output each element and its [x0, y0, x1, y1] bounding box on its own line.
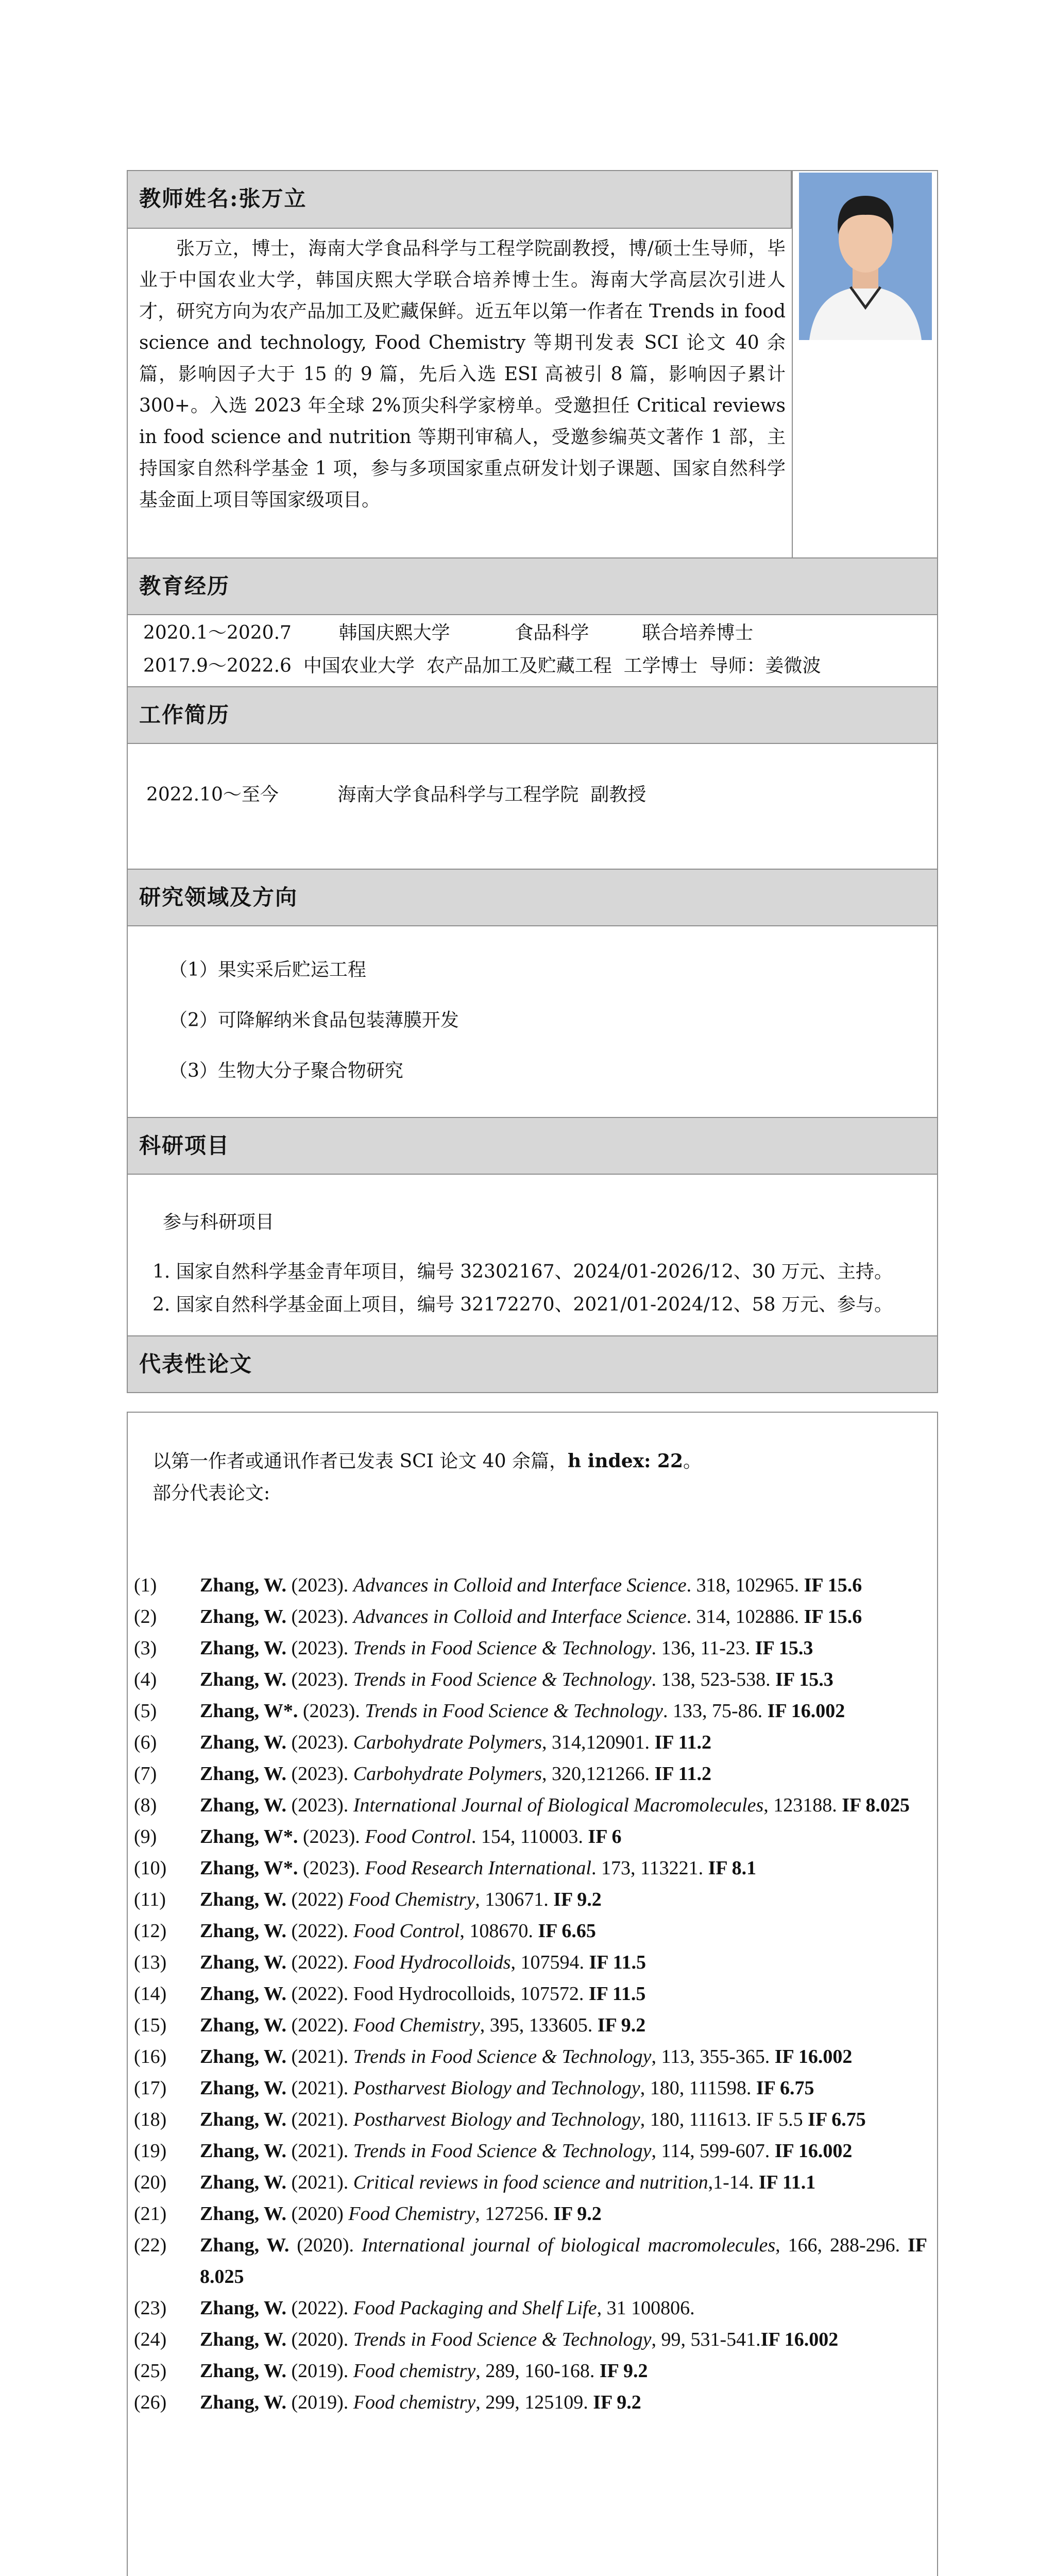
paper-year: (2023).	[286, 1794, 353, 1816]
profile-box-top	[127, 170, 938, 1393]
paper-item	[134, 2010, 927, 2041]
paper-journal: Food Control	[365, 1826, 471, 1848]
paper-journal: International journal of biological macromolecules	[361, 2234, 776, 2256]
paper-item	[134, 1727, 927, 1758]
paper-year: (2020)	[286, 2203, 349, 2225]
paper-ref: . 136, 11-23.	[651, 1637, 755, 1659]
paper-item	[134, 1633, 927, 1664]
paper-year: (2020).	[286, 2329, 353, 2350]
paper-year: (2023).	[286, 1606, 353, 1628]
paper-year: (2020).	[289, 2234, 362, 2256]
papers-header: 代表性论文	[128, 1335, 937, 1393]
paper-year: (2023).	[298, 1700, 365, 1722]
photo-column-divider	[792, 171, 793, 557]
paper-year: (2023).	[286, 1763, 353, 1785]
paper-impact-factor: IF 8.025	[200, 2234, 932, 2287]
paper-item	[134, 1601, 927, 1633]
paper-year: (2022).	[286, 1920, 353, 1942]
paper-item	[134, 1916, 927, 1947]
paper-item	[134, 1696, 927, 1727]
paper-number: (7)	[134, 1763, 157, 1785]
paper-ref: . 314, 102886.	[686, 1606, 804, 1628]
paper-impact-factor: IF 9.2	[553, 2203, 602, 2225]
paper-author: Zhang, W.	[200, 1920, 286, 1942]
paper-journal: Critical reviews in food science and nutrition	[353, 2172, 708, 2193]
research-item: （1）果实采后贮运工程	[169, 959, 366, 980]
h-index: h index: 22	[568, 1450, 684, 1472]
paper-ref: . 173, 113221.	[591, 1857, 708, 1879]
paper-author: Zhang, W*.	[200, 1826, 298, 1848]
teacher-bio: 张万立，博士，海南大学食品科学与工程学院副教授，博/硕士生导师，毕业于中国农业大学，韩国庆熙大学联合培养博士生。海南大学高层次引进人才，研究方向为农产品加工及贮藏保鲜。近五年以第一作者在 Trends in food science and technology, Food Chemistry 等期刊发表 SCI 论文 40 余篇，影响因子大于 15 的 9 篇，先后入选 ESI 高被引 8 篇，影响因子累计 300+。入选 2023 年全球 2%顶尖科学家榜单。受邀担任 Critical reviews in food science and nutrition 等期刊审稿人，受邀参编英文著作 1 部，主持国家自然科学基金 1 项，参与多项国家重点研发计划子课题、国家自然科学基金面上项目等国家级项目。	[139, 238, 786, 511]
paper-impact-factor: IF 16.002	[774, 2046, 853, 2067]
paper-author: Zhang, W.	[200, 1889, 286, 1910]
paper-impact-factor: IF 16.002	[767, 1700, 845, 1722]
paper-ref: , 99, 531-541.	[651, 2329, 761, 2350]
paper-number: (15)	[134, 2014, 167, 2036]
paper-year: (2023).	[286, 1669, 353, 1690]
paper-journal: Carbohydrate Polymers	[353, 1732, 542, 1753]
paper-author: Zhang, W.	[200, 2077, 286, 2099]
paper-impact-factor: IF 11.2	[654, 1732, 711, 1753]
paper-item	[134, 2073, 927, 2104]
paper-ref: ,1-14.	[708, 2172, 759, 2193]
paper-ref: , 123188.	[763, 1794, 842, 1816]
paper-number: (20)	[134, 2172, 167, 2193]
paper-number: (5)	[134, 1700, 157, 1722]
education-row: 2017.9～2022.6 中国农业大学 农产品加工及贮藏工程 工学博士 导师：姜微波	[143, 655, 821, 676]
paper-ref: . 318, 102965.	[686, 1574, 804, 1596]
paper-impact-factor: IF 15.3	[755, 1637, 813, 1659]
paper-number: (18)	[134, 2109, 167, 2130]
paper-impact-factor: IF 6.65	[538, 1920, 596, 1942]
paper-impact-factor: IF 15.6	[804, 1574, 862, 1596]
paper-item	[134, 2324, 927, 2355]
paper-journal: Food Chemistry	[348, 1889, 475, 1910]
paper-author: Zhang, W.	[200, 2297, 286, 2319]
paper-impact-factor: IF 9.2	[593, 2392, 641, 2413]
teacher-photo	[799, 173, 932, 340]
paper-number: (21)	[134, 2203, 167, 2225]
paper-item	[134, 1821, 927, 1853]
paper-ref: , 395, 133605.	[480, 2014, 598, 2036]
paper-author: Zhang, W.	[200, 1669, 286, 1690]
paper-number: (1)	[134, 1574, 157, 1596]
paper-year: (2022)	[286, 1889, 349, 1910]
paper-ref: , 314,120901.	[542, 1732, 655, 1753]
paper-ref: , 107594.	[511, 1952, 589, 1973]
paper-impact-factor: IF 6	[588, 1826, 622, 1848]
paper-author: Zhang, W.	[200, 1637, 286, 1659]
paper-ref: , 166, 288-296.	[775, 2234, 908, 2256]
paper-author: Zhang, W.	[200, 2329, 286, 2350]
paper-ref: , 31 100806.	[597, 2297, 695, 2319]
paper-journal: Food Research International	[365, 1857, 591, 1879]
paper-journal: Food Chemistry	[353, 2014, 480, 2036]
paper-impact-factor: IF 9.2	[597, 2014, 646, 2036]
projects-intro: 参与科研项目	[163, 1212, 275, 1233]
paper-number: (14)	[134, 1983, 167, 2005]
paper-journal: Food Control	[353, 1920, 460, 1942]
work-rows	[146, 779, 919, 810]
research-header: 研究领域及方向	[128, 869, 937, 926]
paper-journal: Food chemistry	[353, 2360, 476, 2382]
paper-author: Zhang, W.	[200, 1952, 286, 1973]
paper-impact-factor: IF 11.5	[588, 1983, 646, 2005]
paper-item	[134, 1978, 927, 2010]
research-item: （2）可降解纳米食品包装薄膜开发	[169, 1010, 459, 1031]
paper-author: Zhang, W.	[200, 1574, 286, 1596]
work-header: 工作简历	[128, 686, 937, 744]
paper-item	[134, 2230, 932, 2293]
paper-number: (9)	[134, 1826, 157, 1848]
paper-journal: Advances in Colloid and Interface Science	[353, 1574, 687, 1596]
education-row: 2020.1～2020.7 韩国庆熙大学 食品科学 联合培养博士	[143, 622, 754, 643]
paper-journal: Trends in Food Science & Technology	[353, 2329, 652, 2350]
education-header: 教育经历	[128, 557, 937, 615]
paper-journal: Advances in Colloid and Interface Science	[353, 1606, 687, 1628]
paper-year: (2022).	[286, 2297, 353, 2319]
paper-impact-factor: IF 6.75	[756, 2077, 814, 2099]
paper-impact-factor: IF 9.2	[553, 1889, 602, 1910]
paper-impact-factor: IF 16.002	[760, 2329, 839, 2350]
paper-author: Zhang, W.	[200, 2360, 286, 2382]
paper-ref: , 180, 111598.	[640, 2077, 756, 2099]
paper-impact-factor: IF 9.2	[599, 2360, 648, 2382]
work-row: 2022.10～至今 海南大学食品科学与工程学院 副教授	[146, 784, 646, 805]
projects-header: 科研项目	[128, 1117, 937, 1175]
paper-item	[134, 1570, 927, 1601]
paper-year: (2022).	[286, 1983, 353, 2005]
paper-author: Zhang, W.	[200, 1732, 286, 1753]
project-item: 2. 国家自然科学基金面上项目，编号 32172270、2021/01-2024/12、58 万元、参与。	[152, 1294, 893, 1315]
paper-author: Zhang, W.	[200, 2392, 286, 2413]
paper-impact-factor: IF 8.025	[842, 1794, 910, 1816]
paper-year: (2019).	[286, 2360, 353, 2382]
paper-author: Zhang, W.	[200, 1794, 286, 1816]
paper-year: (2021).	[286, 2172, 353, 2193]
paper-year: (2022).	[286, 2014, 353, 2036]
paper-item	[134, 2136, 927, 2167]
paper-number: (22)	[134, 2234, 167, 2256]
paper-journal: Food Hydrocolloids	[353, 1952, 511, 1973]
paper-author: Zhang, W*.	[200, 1700, 298, 1722]
paper-year: (2023).	[298, 1826, 365, 1848]
paper-item	[134, 1884, 927, 1916]
paper-journal: Trends in Food Science & Technology	[353, 2140, 652, 2162]
paper-ref: , 114, 599-607.	[651, 2140, 775, 2162]
paper-ref: . 133, 75-86.	[662, 1700, 768, 1722]
paper-impact-factor: IF 8.1	[708, 1857, 757, 1879]
paper-year: (2023).	[286, 1732, 353, 1753]
paper-journal: Postharvest Biology and Technology	[353, 2077, 640, 2099]
paper-ref: . 138, 523-538.	[651, 1669, 776, 1690]
paper-year: (2021).	[286, 2046, 353, 2067]
papers-box	[127, 1412, 938, 2576]
paper-number: (25)	[134, 2360, 167, 2382]
paper-impact-factor: IF 15.6	[804, 1606, 862, 1628]
paper-item	[134, 2041, 927, 2073]
teacher-name: 教师姓名:张万立	[139, 186, 307, 211]
paper-number: (24)	[134, 2329, 167, 2350]
paper-item	[134, 2387, 927, 2418]
paper-journal: Carbohydrate Polymers	[353, 1763, 542, 1785]
research-item: （3）生物大分子聚合物研究	[169, 1060, 403, 1081]
paper-author: Zhang, W.	[200, 2140, 286, 2162]
paper-item	[134, 1853, 927, 1884]
paper-journal: Trends in Food Science & Technology	[365, 1700, 663, 1722]
paper-number: (2)	[134, 1606, 157, 1628]
paper-number: (4)	[134, 1669, 157, 1690]
paper-journal: Trends in Food Science & Technology	[353, 1637, 652, 1659]
paper-journal: Postharvest Biology and Technology	[353, 2109, 640, 2130]
projects-list	[152, 1207, 935, 1322]
paper-author: Zhang, W.	[200, 1763, 286, 1785]
paper-journal: Food Chemistry	[348, 2203, 475, 2225]
paper-ref: , 180, 111613. IF 5.5	[640, 2109, 808, 2130]
paper-impact-factor: IF 6.75	[808, 2109, 866, 2130]
paper-author: Zhang, W.	[200, 2172, 286, 2193]
paper-journal: Trends in Food Science & Technology	[353, 1669, 652, 1690]
paper-item	[134, 1758, 927, 1790]
paper-number: (8)	[134, 1794, 157, 1816]
paper-author: Zhang, W*.	[200, 1857, 298, 1879]
paper-author: Zhang, W.	[200, 2014, 286, 2036]
paper-number: (19)	[134, 2140, 167, 2162]
paper-item	[134, 2167, 927, 2198]
paper-year: (2023).	[286, 1637, 353, 1659]
paper-impact-factor: IF 11.1	[758, 2172, 816, 2193]
paper-author: Zhang, W.	[200, 2234, 290, 2256]
paper-year: (2019).	[286, 2392, 353, 2413]
paper-number: (12)	[134, 1920, 167, 1942]
paper-ref: , 289, 160-168.	[475, 2360, 600, 2382]
research-list	[169, 954, 459, 1086]
paper-author: Zhang, W.	[200, 2203, 286, 2225]
paper-ref: , 320,121266.	[542, 1763, 655, 1785]
project-item: 1. 国家自然科学基金青年项目，编号 32302167、2024/01-2026/12、30 万元、主持。	[152, 1261, 893, 1282]
paper-item	[134, 1664, 927, 1696]
paper-item	[134, 2104, 927, 2136]
paper-item	[134, 2293, 927, 2324]
paper-journal: Food Packaging and Shelf Life	[353, 2297, 597, 2319]
paper-number: (23)	[134, 2297, 167, 2319]
paper-journal: Food chemistry	[353, 2392, 476, 2413]
paper-impact-factor: IF 15.3	[775, 1669, 833, 1690]
paper-ref: Food Hydrocolloids, 107572.	[353, 1983, 589, 2005]
paper-number: (10)	[134, 1857, 167, 1879]
teacher-name-header	[128, 171, 792, 229]
papers-intro-text: 以第一作者或通讯作者已发表 SCI 论文 40 余篇，	[152, 1451, 568, 1472]
paper-ref: , 113, 355-365.	[651, 2046, 775, 2067]
paper-item	[134, 2355, 927, 2387]
paper-number: (3)	[134, 1637, 157, 1659]
paper-impact-factor: IF 16.002	[774, 2140, 853, 2162]
paper-ref: , 299, 125109.	[475, 2392, 593, 2413]
paper-number: (13)	[134, 1952, 167, 1973]
paper-year: (2021).	[286, 2109, 353, 2130]
paper-number: (26)	[134, 2392, 167, 2413]
paper-number: (17)	[134, 2077, 167, 2099]
education-rows	[143, 617, 916, 683]
paper-ref: , 127256.	[475, 2203, 554, 2225]
paper-author: Zhang, W.	[200, 1983, 286, 2005]
paper-number: (16)	[134, 2046, 167, 2067]
paper-year: (2021).	[286, 2077, 353, 2099]
paper-ref: , 108670.	[460, 1920, 538, 1942]
paper-ref: . 154, 110003.	[471, 1826, 588, 1848]
paper-year: (2023).	[286, 1574, 353, 1596]
paper-number: (6)	[134, 1732, 157, 1753]
papers-intro-2: 部分代表论文:	[152, 1483, 270, 1504]
paper-ref: , 130671.	[475, 1889, 554, 1910]
papers-intro: 以第一作者或通讯作者已发表 SCI 论文 40 余篇，h index: 22。 部分代表论文:	[152, 1446, 915, 1509]
paper-list	[134, 1570, 932, 2418]
paper-journal: International Journal of Biological Macromolecules	[353, 1794, 764, 1816]
paper-year: (2023).	[298, 1857, 365, 1879]
paper-author: Zhang, W.	[200, 1606, 286, 1628]
paper-item	[134, 1947, 927, 1978]
paper-journal: Trends in Food Science & Technology	[353, 2046, 652, 2067]
paper-year: (2022).	[286, 1952, 353, 1973]
paper-item	[134, 1790, 927, 1821]
paper-number: (11)	[134, 1889, 166, 1910]
paper-item	[134, 2198, 927, 2230]
paper-year: (2021).	[286, 2140, 353, 2162]
paper-impact-factor: IF 11.2	[654, 1763, 711, 1785]
paper-impact-factor: IF 11.5	[589, 1952, 646, 1973]
paper-author: Zhang, W.	[200, 2109, 286, 2130]
paper-author: Zhang, W.	[200, 2046, 286, 2067]
